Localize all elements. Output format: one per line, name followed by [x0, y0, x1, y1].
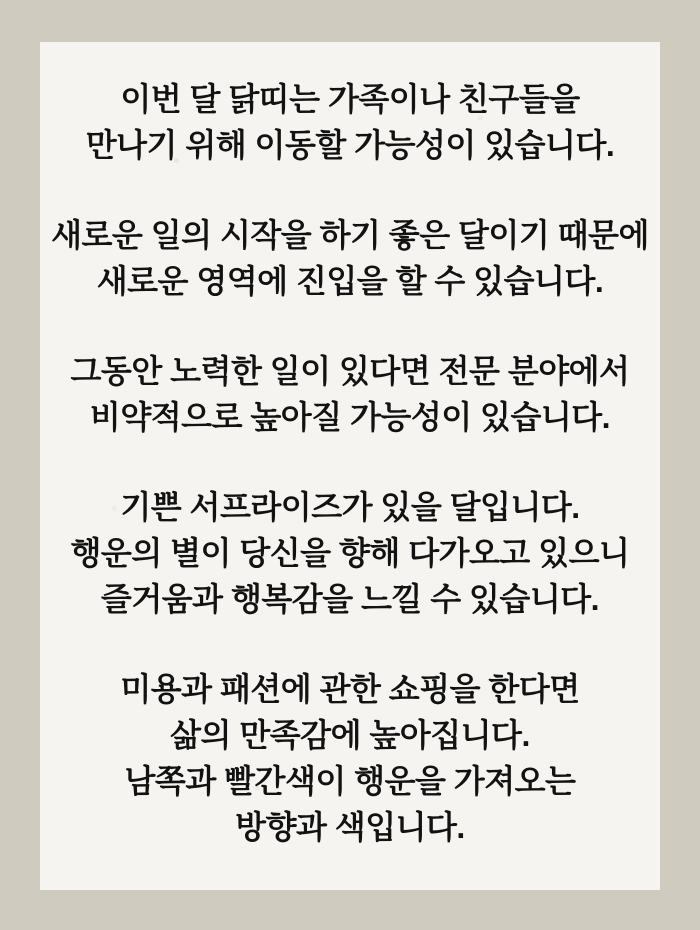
paragraph-effort	[48, 348, 652, 440]
fortune-card	[40, 42, 660, 890]
text-line: 비약적으로 높아질 가능성이 있습니다.	[89, 399, 611, 435]
paragraph-new-start	[48, 212, 652, 304]
text-line: 남쪽과 빨간색이 행운을 가져오는	[124, 763, 576, 799]
text-line: 이번 달 닭띠는 가족이나 친구들을	[120, 81, 580, 117]
paragraph-travel	[48, 76, 652, 168]
text-line: 미용과 패션에 관한 쇼핑을 한다면	[120, 671, 580, 707]
text-line: 기쁜 서프라이즈가 있을 달입니다.	[120, 489, 580, 525]
text-line: 삶의 만족감에 높아집니다.	[170, 717, 530, 753]
text-line: 새로운 영역에 진입을 할 수 있습니다.	[96, 263, 604, 299]
text-line: 즐거움과 행복감을 느낄 수 있습니다.	[100, 581, 600, 617]
text-line: 만나기 위해 이동할 가능성이 있습니다.	[85, 127, 615, 163]
paragraph-lucky-color	[48, 666, 652, 850]
text-line: 방향과 색입니다.	[235, 809, 465, 845]
text-line: 새로운 일의 시작을 하기 좋은 달이기 때문에	[51, 217, 649, 253]
text-line: 그동안 노력한 일이 있다면 전문 분야에서	[70, 353, 630, 389]
text-line: 행운의 별이 당신을 향해 다가오고 있으니	[70, 535, 630, 571]
paragraph-surprise	[48, 484, 652, 622]
